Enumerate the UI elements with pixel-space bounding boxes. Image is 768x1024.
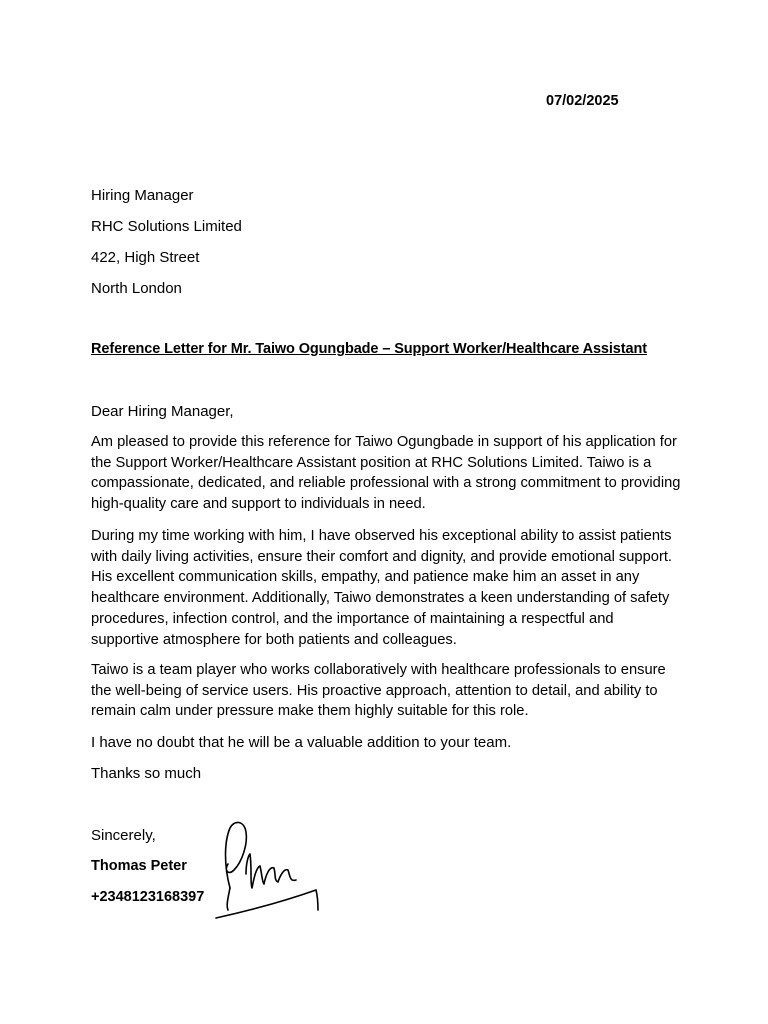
signer-phone: +2348123168397 xyxy=(91,889,205,905)
signer-name: Thomas Peter xyxy=(91,858,187,874)
body-paragraph-2: During my time working with him, I have observed his exceptional ability to assist patients with daily living activities, ensure their comfort and dignity, and provide emotional support. His excellent communication skills, empathy, and patience make him an asset in any healthcare environment. Additionally, Taiwo demonstrates a keen understanding of safety procedures, infection control, and the importance of maintaining a respectful and supportive atmosphere for both patients and colleagues. xyxy=(91,528,672,648)
recipient-title: Hiring Manager xyxy=(91,187,194,204)
body-paragraph-3: Taiwo is a team player who works collaboratively with healthcare professionals to ensure the well-being of service users. His proactive approach, attention to detail, and ability to remain calm under pressure make them highly suitable for this role. xyxy=(91,662,666,720)
signature-icon xyxy=(212,818,324,922)
recipient-street: 422, High Street xyxy=(91,249,200,266)
sign-off: Sincerely, xyxy=(91,827,156,844)
thanks-line: Thanks so much xyxy=(91,765,202,782)
body-paragraph-1: Am pleased to provide this reference for Taiwo Ogungbade in support of his application for the Support Worker/Healthcare Assistant position at RHC Solutions Limited. Taiwo is a compassionate, dedicated, and reliable professional with a strong commitment to providing high-quality care and support to individuals in need. xyxy=(91,434,681,513)
salutation: Dear Hiring Manager, xyxy=(91,403,234,420)
recipient-city: North London xyxy=(91,280,182,297)
body-paragraph-4: I have no doubt that he will be a valuable addition to your team. xyxy=(91,734,512,751)
recipient-company: RHC Solutions Limited xyxy=(91,218,242,235)
letter-subject: Reference Letter for Mr. Taiwo Ogungbade – Support Worker/Healthcare Assistant xyxy=(91,341,647,357)
letter-date: 07/02/2025 xyxy=(546,93,619,109)
